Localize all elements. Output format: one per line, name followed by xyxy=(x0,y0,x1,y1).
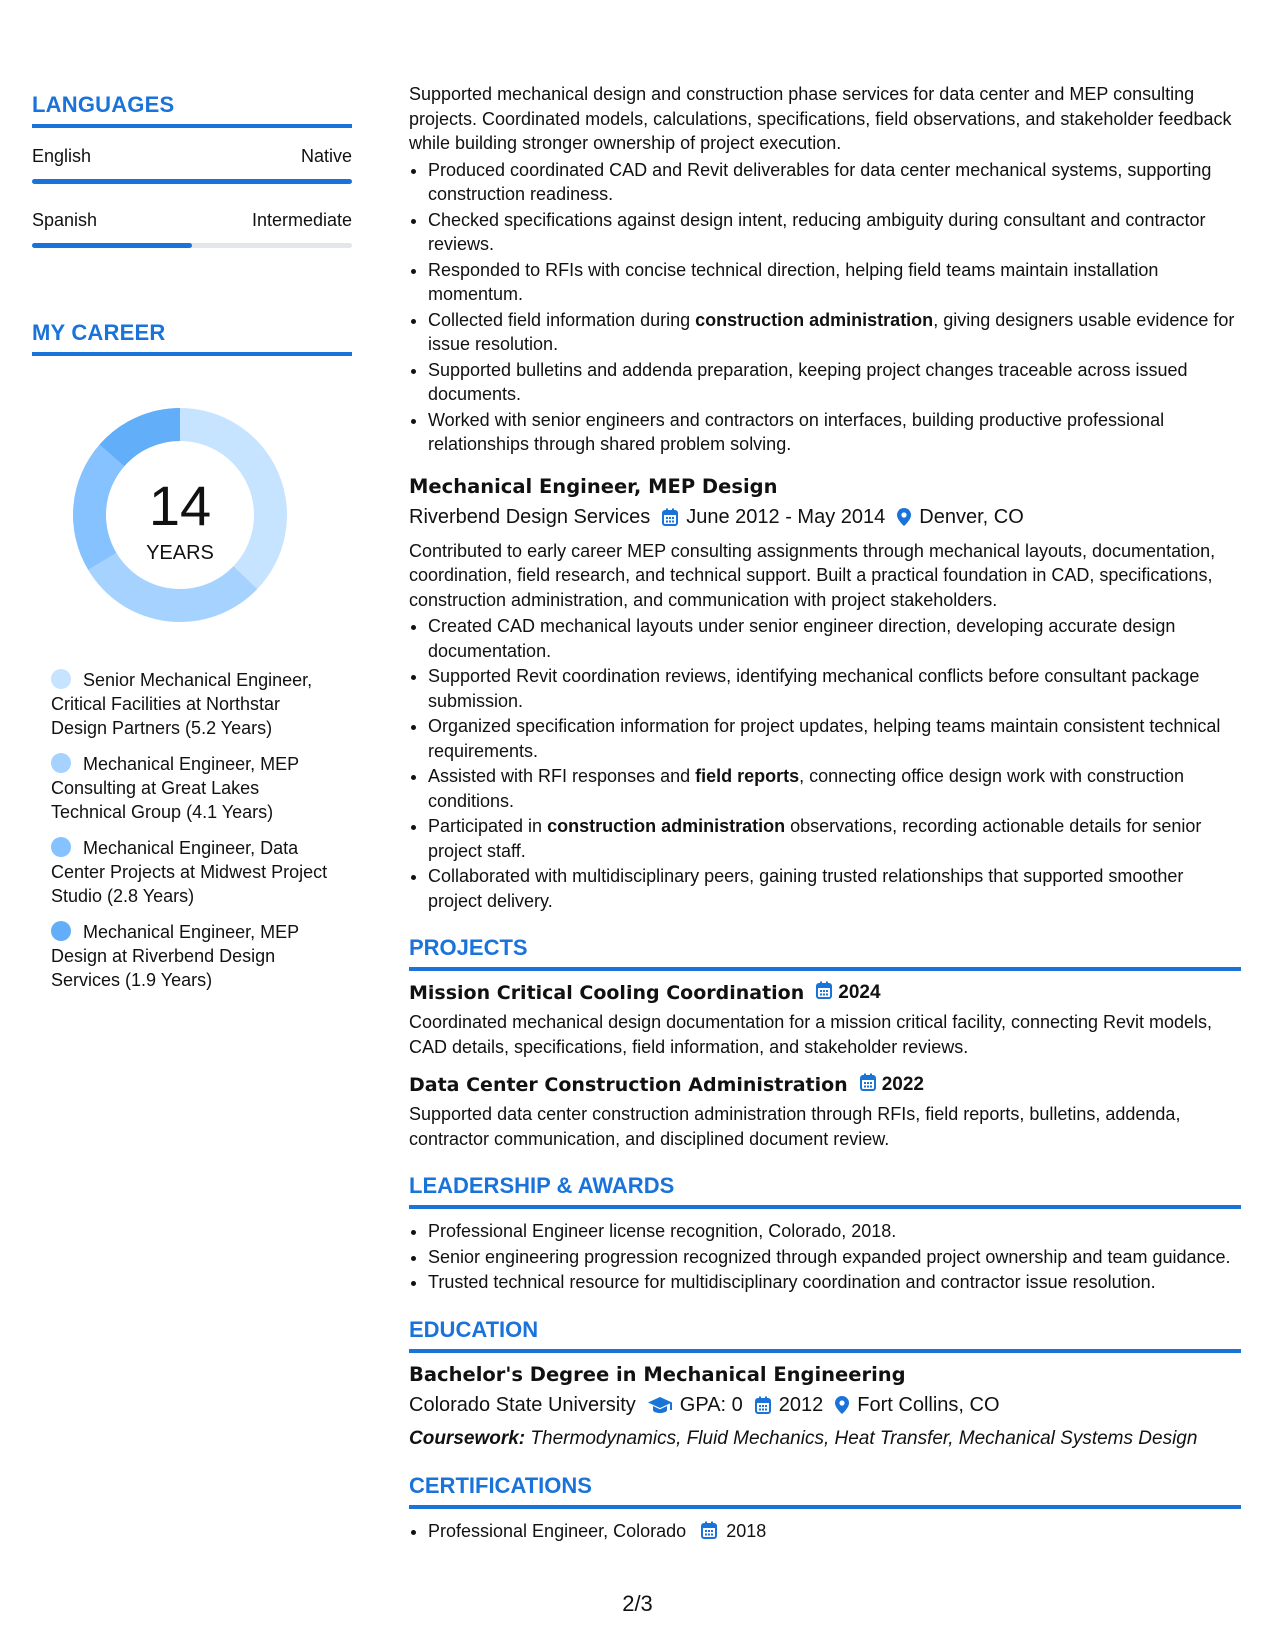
leadership-item: • Professional Engineer license recognition, Colorado, 2018. xyxy=(428,1219,1241,1244)
job-bullets xyxy=(409,158,1241,457)
bullet-text: , connecting office design work with construction conditions. xyxy=(428,766,1185,811)
job-summary: Contributed to early career MEP consulting assignments through mechanical layouts, documentation, coordination, field research, and technical support. Built a practical foundation in CAD, specifications, construction administration, and communication with project stakeholders. xyxy=(409,540,1216,610)
bullet-item: • Collaborated with multidisciplinary peers, gaining trusted relationships that supported smoother project delivery. xyxy=(428,864,1241,913)
job-bullets xyxy=(409,614,1241,913)
project-year: 2024 xyxy=(838,981,881,1003)
location-pin-icon xyxy=(897,508,911,526)
bullet-item: • Produced coordinated CAD and Revit deliverables for data center mechanical systems, supporting construction readiness. xyxy=(428,158,1241,207)
languages-heading: LANGUAGES xyxy=(32,92,352,128)
experience-entry-continued xyxy=(409,82,1241,457)
certification-name: Professional Engineer, Colorado xyxy=(428,1520,687,1541)
career-donut-chart xyxy=(65,400,295,630)
leadership-list xyxy=(409,1219,1241,1295)
total-years-label: YEARS xyxy=(146,542,214,564)
bullet-item: • Supported Revit coordination reviews, identifying mechanical conflicts before consultant package submission. xyxy=(428,664,1241,713)
project-name: Mission Critical Cooling Coordination xyxy=(409,981,805,1004)
bullet-item xyxy=(428,764,1241,813)
project-description: Supported data center construction administration through RFIs, field reports, bulletins, addenda, contractor communication, and disciplined document review. xyxy=(409,1104,1181,1149)
school-location: Fort Collins, CO xyxy=(857,1393,1000,1416)
bullet-bold: construction administration xyxy=(695,309,934,330)
bullet-text: Participated in xyxy=(428,816,548,836)
experience-entry xyxy=(409,475,1241,914)
certification-year: 2018 xyxy=(726,1520,767,1541)
job-meta xyxy=(409,506,1241,529)
school-name: Colorado State University xyxy=(409,1393,636,1416)
leadership-item: • Trusted technical resource for multidisciplinary coordination and contractor issue resolution. xyxy=(428,1270,1241,1295)
bullet-bold: field reports xyxy=(695,766,800,786)
degree-title: Bachelor's Degree in Mechanical Engineering xyxy=(409,1362,906,1386)
bullet-bold: construction administration xyxy=(547,816,786,836)
bullet-item: • Organized specification information for project updates, helping teams maintain consistent technical requirements. xyxy=(428,714,1241,763)
career-legend xyxy=(51,668,352,992)
bullet-item: • Supported bulletins and addenda preparation, keeping project changes traceable across issued documents. xyxy=(428,358,1241,407)
language-proficiency-fill xyxy=(32,243,192,248)
leadership-item: • Senior engineering progression recognized through expanded project ownership and team guidance. xyxy=(428,1245,1241,1270)
project-name: Data Center Construction Administration xyxy=(409,1073,848,1096)
job-summary: Supported mechanical design and construction phase services for data center and MEP consulting projects. Coordinated models, calculations, specifications, field observations, and stakeholder feedback while building stronger ownership of project execution. xyxy=(409,84,1232,153)
bullet-text: Collected field information during xyxy=(428,309,696,330)
legend-item xyxy=(51,752,336,824)
bullet-item: • Checked specifications against design intent, reducing ambiguity during consultant and contractor reviews. xyxy=(428,208,1241,257)
calendar-icon xyxy=(755,1396,771,1414)
legend-text: Mechanical Engineer, MEP Design at Riverbend Design Services (1.9 Years) xyxy=(51,922,299,990)
projects-heading: PROJECTS xyxy=(409,935,1241,971)
language-item-english xyxy=(32,146,352,184)
language-proficiency-fill xyxy=(32,179,352,184)
page-number: 2/3 xyxy=(622,1591,653,1616)
company-name: Riverbend Design Services xyxy=(409,505,651,528)
calendar-icon xyxy=(662,508,678,526)
calendar-icon xyxy=(701,1521,717,1546)
language-item-spanish xyxy=(32,210,352,248)
language-name: Spanish xyxy=(32,210,98,230)
graduation-cap-icon xyxy=(648,1396,672,1414)
legend-dot xyxy=(51,753,71,773)
bullet-item xyxy=(428,308,1241,357)
bullet-text: Assisted with RFI responses and xyxy=(428,766,696,786)
calendar-icon xyxy=(816,981,832,1004)
location-pin-icon xyxy=(835,1396,849,1414)
project-item xyxy=(409,981,1241,1059)
career-heading: MY CAREER xyxy=(32,320,352,356)
project-description: Coordinated mechanical design documentation for a mission critical facility, connecting Revit models, CAD details, specifications, field information, and stakeholder reviews. xyxy=(409,1012,1213,1057)
bullet-text: observations, recording actionable details for senior project staff. xyxy=(428,816,1202,861)
bullet-item xyxy=(428,814,1241,863)
bullet-item: • Worked with senior engineers and contractors on interfaces, building productive professional relationships through shared problem solving. xyxy=(428,408,1241,457)
language-name: English xyxy=(32,146,92,166)
bullet-item: • Created CAD mechanical layouts under senior engineer direction, developing accurate design documentation. xyxy=(428,614,1241,663)
bullet-text: , giving designers usable evidence for issue resolution. xyxy=(428,309,1235,354)
legend-text: Mechanical Engineer, MEP Consulting at Great Lakes Technical Group (4.1 Years) xyxy=(51,754,299,822)
total-years-value: 14 xyxy=(148,474,212,537)
job-title: Mechanical Engineer, MEP Design xyxy=(409,474,778,498)
legend-item xyxy=(51,668,336,740)
gpa-value: GPA: 0 xyxy=(679,1393,743,1416)
certifications-heading: CERTIFICATIONS xyxy=(409,1473,1241,1509)
job-dates: June 2012 - May 2014 xyxy=(686,505,886,528)
certification-item xyxy=(428,1519,1241,1546)
calendar-icon xyxy=(860,1073,876,1096)
language-level: Intermediate xyxy=(251,210,352,230)
language-proficiency-bar xyxy=(32,243,352,248)
coursework-label: Coursework: xyxy=(409,1427,526,1449)
legend-text: Senior Mechanical Engineer, Critical Facilities at Northstar Design Partners (5.2 Years) xyxy=(51,670,313,738)
right-column xyxy=(409,82,1241,1546)
legend-dot xyxy=(51,669,71,689)
certifications-list xyxy=(409,1519,1241,1546)
job-location: Denver, CO xyxy=(919,505,1024,528)
language-level: Native xyxy=(300,146,352,166)
project-year: 2022 xyxy=(881,1073,924,1095)
bullet-item: • Responded to RFIs with concise technical direction, helping field teams maintain installation momentum. xyxy=(428,258,1241,307)
left-column xyxy=(32,92,352,1004)
legend-dot xyxy=(51,921,71,941)
education-meta xyxy=(409,1394,1241,1417)
coursework-list: Thermodynamics, Fluid Mechanics, Heat Transfer, Mechanical Systems Design xyxy=(525,1427,1198,1449)
graduation-year: 2012 xyxy=(778,1393,824,1416)
language-proficiency-bar xyxy=(32,179,352,184)
project-item xyxy=(409,1073,1241,1151)
coursework xyxy=(409,1427,1241,1451)
leadership-heading: LEADERSHIP & AWARDS xyxy=(409,1173,1241,1209)
legend-item xyxy=(51,836,336,908)
legend-dot xyxy=(51,837,71,857)
legend-text: Mechanical Engineer, Data Center Projects at Midwest Project Studio (2.8 Years) xyxy=(51,838,328,906)
legend-item xyxy=(51,920,336,992)
education-heading: EDUCATION xyxy=(409,1317,1241,1353)
